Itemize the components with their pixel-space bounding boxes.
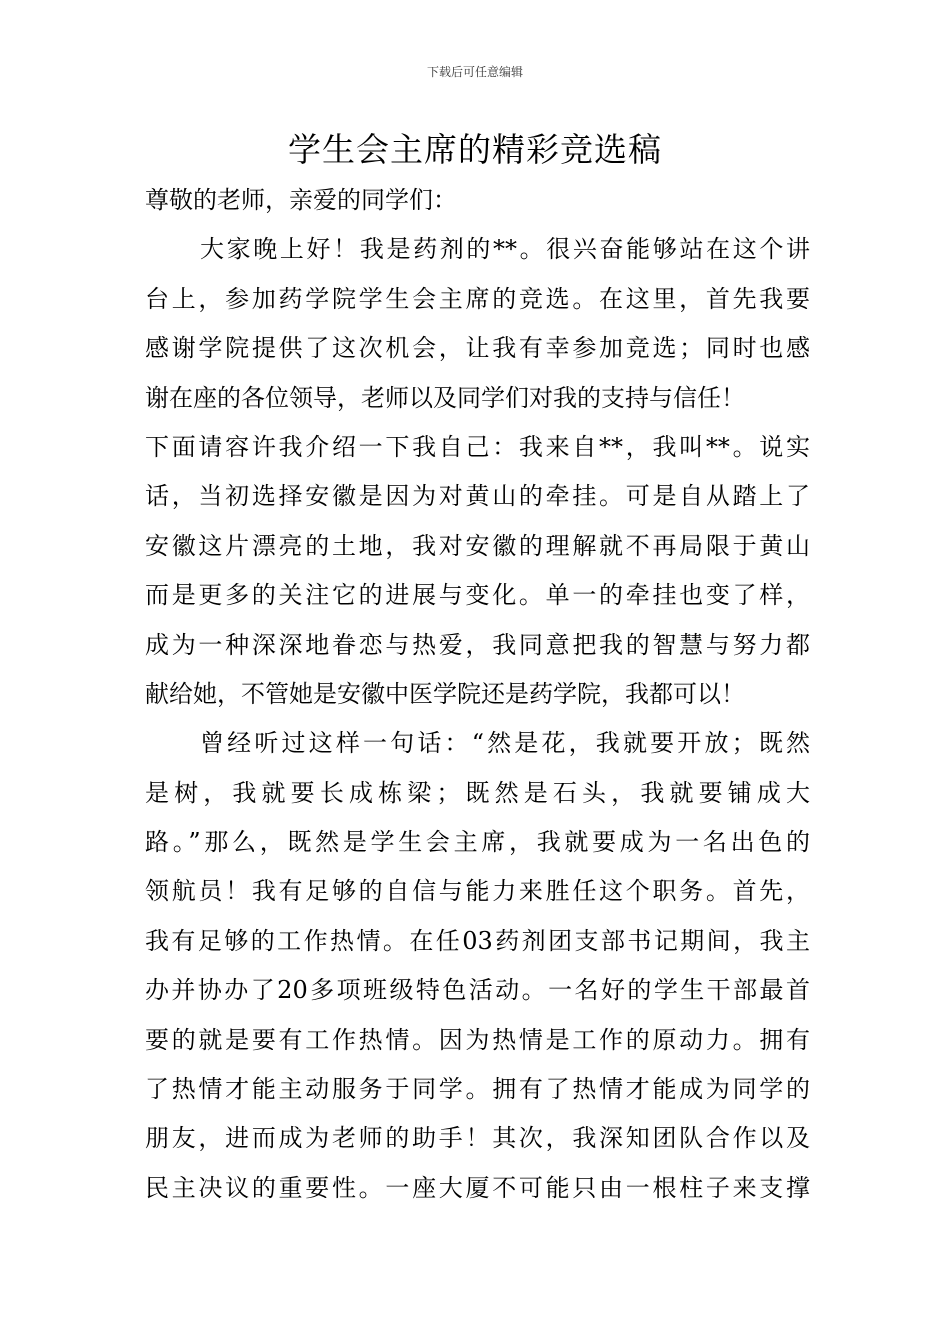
- header-note: 下载后可任意编辑: [426, 65, 523, 79]
- text-line: 安徽这片漂亮的土地，我对安徽的理解就不再局限于黄山: [145, 531, 810, 560]
- text-line: 领航员！我有足够的自信与能力来胜任这个职务。首先，: [145, 877, 810, 906]
- document-body: [145, 176, 810, 1213]
- text-line: 曾经听过这样一句话：“然是花，我就要开放；既然: [200, 729, 810, 758]
- text-line: 献给她，不管她是安徽中医学院还是药学院，我都可以！: [145, 679, 745, 708]
- text-line: 要的就是要有工作热情。因为热情是工作的原动力。拥有: [145, 1025, 810, 1054]
- text-line: 办并协办了20多项班级特色活动。一名好的学生干部最首: [145, 976, 810, 1005]
- text-line: 我有足够的工作热情。在任03药剂团支部书记期间，我主: [145, 926, 810, 955]
- text-line: 而是更多的关注它的进展与变化。单一的牵挂也变了样，: [145, 581, 810, 610]
- text-line: 是树，我就要长成栋梁；既然是石头，我就要铺成大: [145, 778, 810, 807]
- text-line: 台上，参加药学院学生会主席的竞选。在这里，首先我要: [145, 284, 810, 313]
- text-line: 谢在座的各位领导，老师以及同学们对我的支持与信任！: [145, 383, 745, 412]
- text-line: 路。”那么，既然是学生会主席，我就要成为一名出色的: [145, 828, 810, 857]
- text-line: 了热情才能主动服务于同学。拥有了热情才能成为同学的: [145, 1075, 810, 1104]
- text-line: 话，当初选择安徽是因为对黄山的牵挂。可是自从踏上了: [145, 482, 810, 511]
- text-line: 下面请容许我介绍一下我自己：我来自**，我叫**。说实: [145, 432, 810, 461]
- page-title: 学生会主席的精彩竞选稿: [288, 130, 662, 169]
- text-line: 感谢学院提供了这次机会，让我有幸参加竞选；同时也感: [145, 334, 810, 363]
- text-line: 朋友，进而成为老师的助手！其次，我深知团队合作以及: [145, 1124, 810, 1153]
- text-line: 大家晚上好！我是药剂的**。很兴奋能够站在这个讲: [200, 235, 810, 264]
- text-line: 成为一种深深地眷恋与热爱，我同意把我的智慧与努力都: [145, 630, 810, 659]
- text-line: 尊敬的老师，亲爱的同学们：: [145, 186, 457, 214]
- text-line: 民主决议的重要性。一座大厦不可能只由一根柱子来支撑: [145, 1173, 810, 1202]
